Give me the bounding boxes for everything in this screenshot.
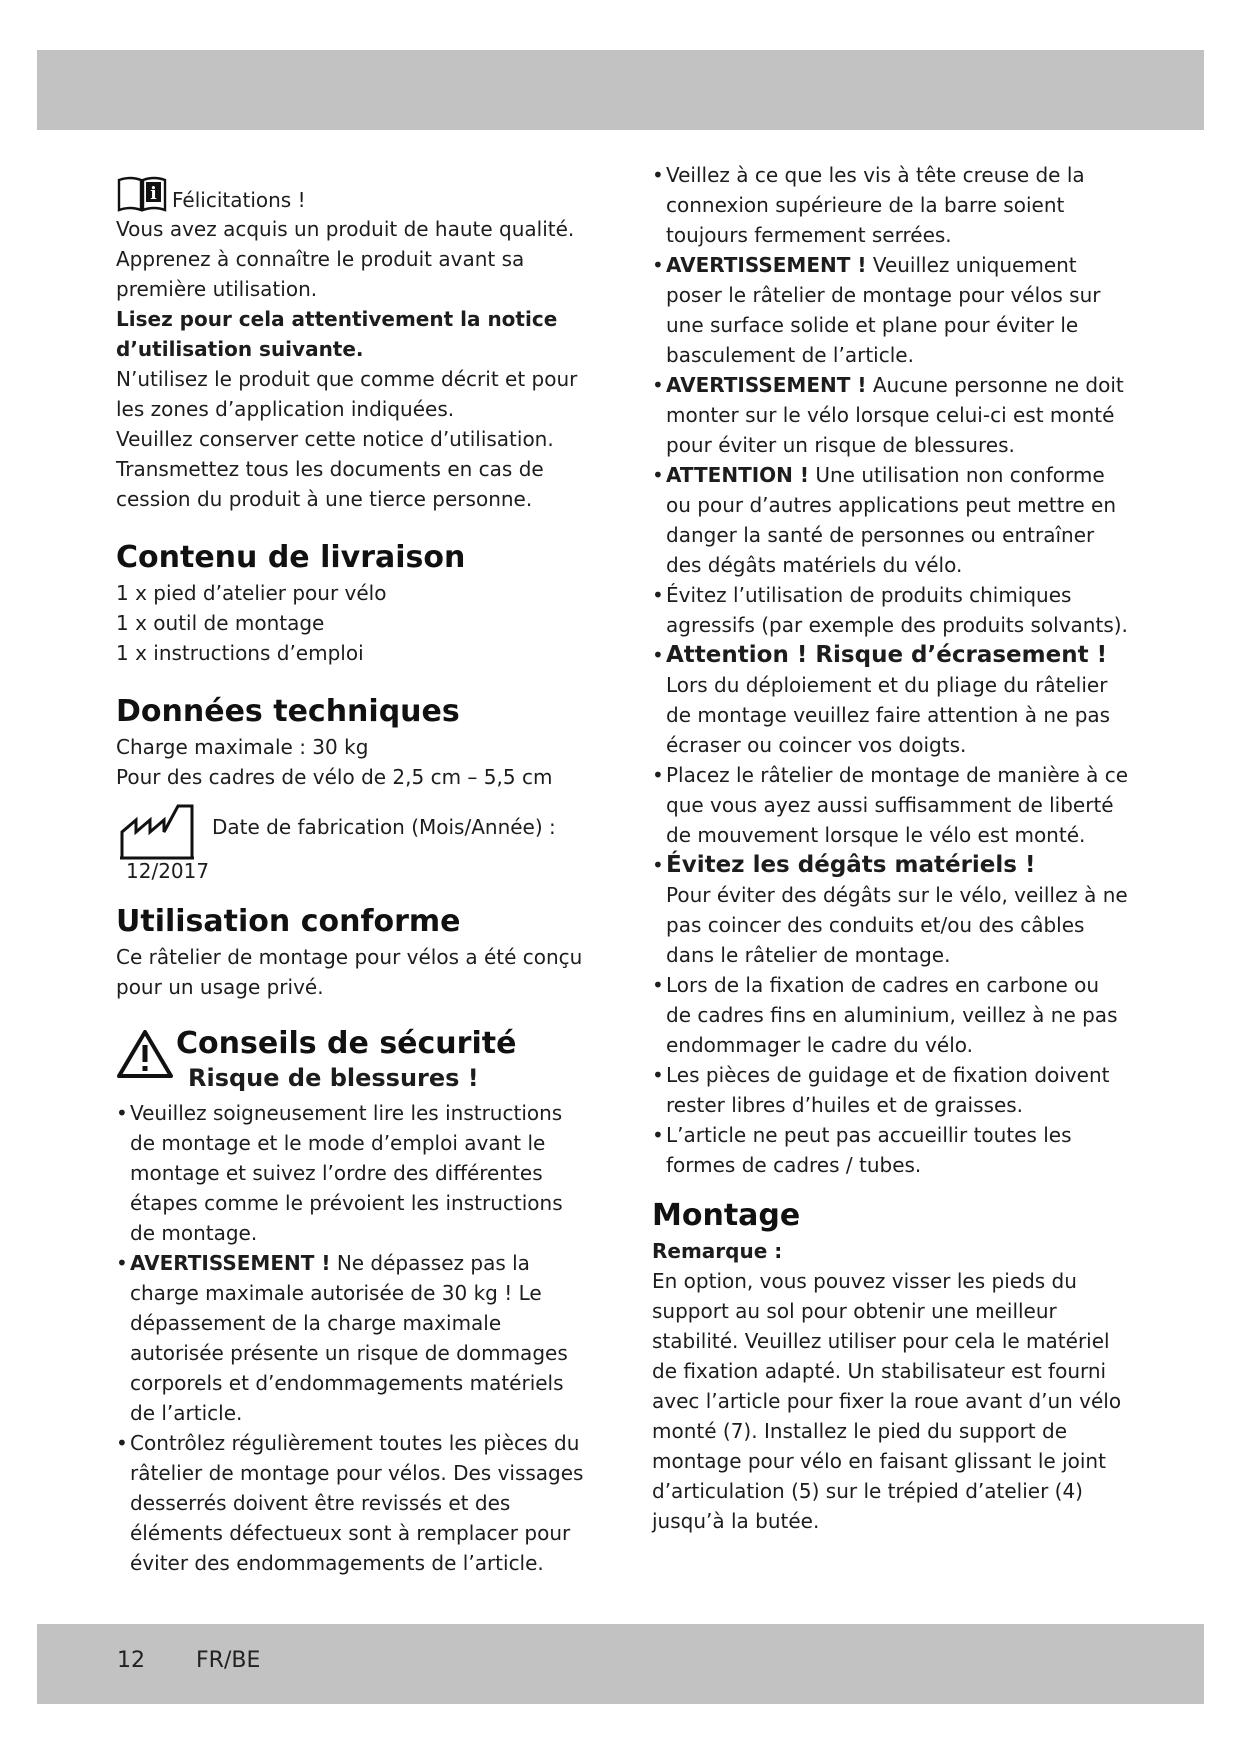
info-book-icon [116, 172, 168, 214]
list-item: • AVERTISSEMENT ! Veuillez uniquement poser le râtelier de montage pour vélos sur une surface solide et plane pour éviter le basculement de l’article. [652, 250, 1130, 370]
warnings-list [652, 160, 1130, 1180]
language-code: FR/BE [196, 1648, 261, 1673]
safety-list [116, 1098, 586, 1578]
warning-triangle-icon [116, 1028, 174, 1080]
intro-line: N’utilisez le produit que comme décrit et pour les zones d’application indiquées. [116, 367, 578, 421]
tech-item: Pour des cadres de vélo de 2,5 cm – 5,5 cm [116, 765, 553, 789]
tech-item: Charge maximale : 30 kg [116, 735, 369, 759]
svg-text:i: i [150, 184, 157, 204]
list-item: • Les pièces de guidage et de fixation doivent rester libres d’huiles et de graisses. [652, 1060, 1130, 1120]
intro-line: Veuillez conserver cette notice d’utilisation. [116, 427, 554, 451]
remark-label: Remarque : [652, 1239, 783, 1263]
list-item: • Attention ! Risque d’écrasement ! Lors du déploiement et du pliage du râtelier de montage veuillez faire attention à ne pas écraser ou coincer vos doigts. [652, 640, 1130, 760]
use-text: Ce râtelier de montage pour vélos a été conçu pour un usage privé. [116, 945, 583, 999]
congrats-text: Félicitations ! [172, 188, 306, 212]
intro-line: Transmettez tous les documents en cas de cession du produit à une tierce personne. [116, 457, 544, 511]
list-item: • L’article ne peut pas accueillir toutes les formes de cadres / tubes. [652, 1120, 1130, 1180]
list-item: • Contrôlez régulièrement toutes les pièces du râtelier de montage pour vélos. Des vissages desserrés doivent être revissés et des éléments défectueux sont à remplacer pour éviter des endommagements de l’article. [116, 1428, 586, 1578]
safety-subtitle: Risque de blessures ! [188, 1064, 479, 1092]
right-column [652, 160, 1130, 1536]
list-item: • Lors de la fixation de cadres en carbone ou de cadres fins en aluminium, veillez à ne pas endommager le cadre du vélo. [652, 970, 1130, 1060]
list-item: • Placez le râtelier de montage de manière à ce que vous ayez aussi suffisamment de liberté de mouvement lorsque le vélo est monté. [652, 760, 1130, 850]
delivery-title: Contenu de livraison [116, 540, 466, 575]
mfg-label: Date de fabrication (Mois/Année) : [212, 815, 556, 839]
list-item: • AVERTISSEMENT ! Ne dépassez pas la charge maximale autorisée de 30 kg ! Le dépassement de la charge maximale autorisée présente un risque de dommages corporels et d’endommagements matériels de l’article. [116, 1248, 586, 1428]
delivery-item: 1 x pied d’atelier pour vélo [116, 581, 387, 605]
tech-title: Données techniques [116, 694, 460, 729]
list-item: • Évitez l’utilisation de produits chimiques agressifs (par exemple des produits solvants). [652, 580, 1130, 640]
intro-line: Vous avez acquis un produit de haute qualité. [116, 217, 575, 241]
use-title: Utilisation conforme [116, 904, 461, 939]
damage-title: Évitez les dégâts matériels ! [666, 852, 1036, 878]
intro-header [116, 160, 586, 214]
header-band [37, 50, 1204, 130]
left-column [116, 160, 586, 1578]
crush-title: Attention ! Risque d’écrasement ! [666, 642, 1108, 668]
list-item: • Veillez à ce que les vis à tête creuse de la connexion supérieure de la barre soient toujours fermement serrées. [652, 160, 1130, 250]
list-item: • AVERTISSEMENT ! Aucune personne ne doit monter sur le vélo lorsque celui-ci est monté pour éviter un risque de blessures. [652, 370, 1130, 460]
delivery-item: 1 x outil de montage [116, 611, 325, 635]
intro-bold: Lisez pour cela attentivement la notice d’utilisation suivante. [116, 307, 558, 361]
safety-title: Conseils de sécurité [176, 1026, 517, 1061]
montage-text: En option, vous pouvez visser les pieds du support au sol pour obtenir une meilleur stabilité. Veuillez utiliser pour cela le matériel de fixation adapté. Un stabilisateur est fourni avec l’article pour fixer la roue avant d’un vélo monté (7). Installez le pied du support de montage pour vélo en faisant glissant le joint d’articulation (5) sur le trépied d’atelier (4) jusqu’à la butée. [652, 1269, 1122, 1533]
page-number: 12 [117, 1648, 145, 1673]
montage-title: Montage [652, 1198, 801, 1233]
intro-line: Apprenez à connaître le produit avant sa première utilisation. [116, 247, 525, 301]
delivery-item: 1 x instructions d’emploi [116, 641, 364, 665]
list-item: • Veuillez soigneusement lire les instructions de montage et le mode d’emploi avant le montage et suivez l’ordre des différentes étapes comme le prévoient les instructions de montage. [116, 1098, 586, 1248]
list-item: • Évitez les dégâts matériels ! Pour éviter des dégâts sur le vélo, veillez à ne pas coincer des conduits et/ou des câbles dans le râtelier de montage. [652, 850, 1130, 970]
list-item: • ATTENTION ! Une utilisation non conforme ou pour d’autres applications peut mettre en danger la santé de personnes ou entraîner des dégâts matériels du vélo. [652, 460, 1130, 580]
safety-header [116, 1026, 586, 1094]
mfg-date: 12/2017 [126, 859, 210, 883]
